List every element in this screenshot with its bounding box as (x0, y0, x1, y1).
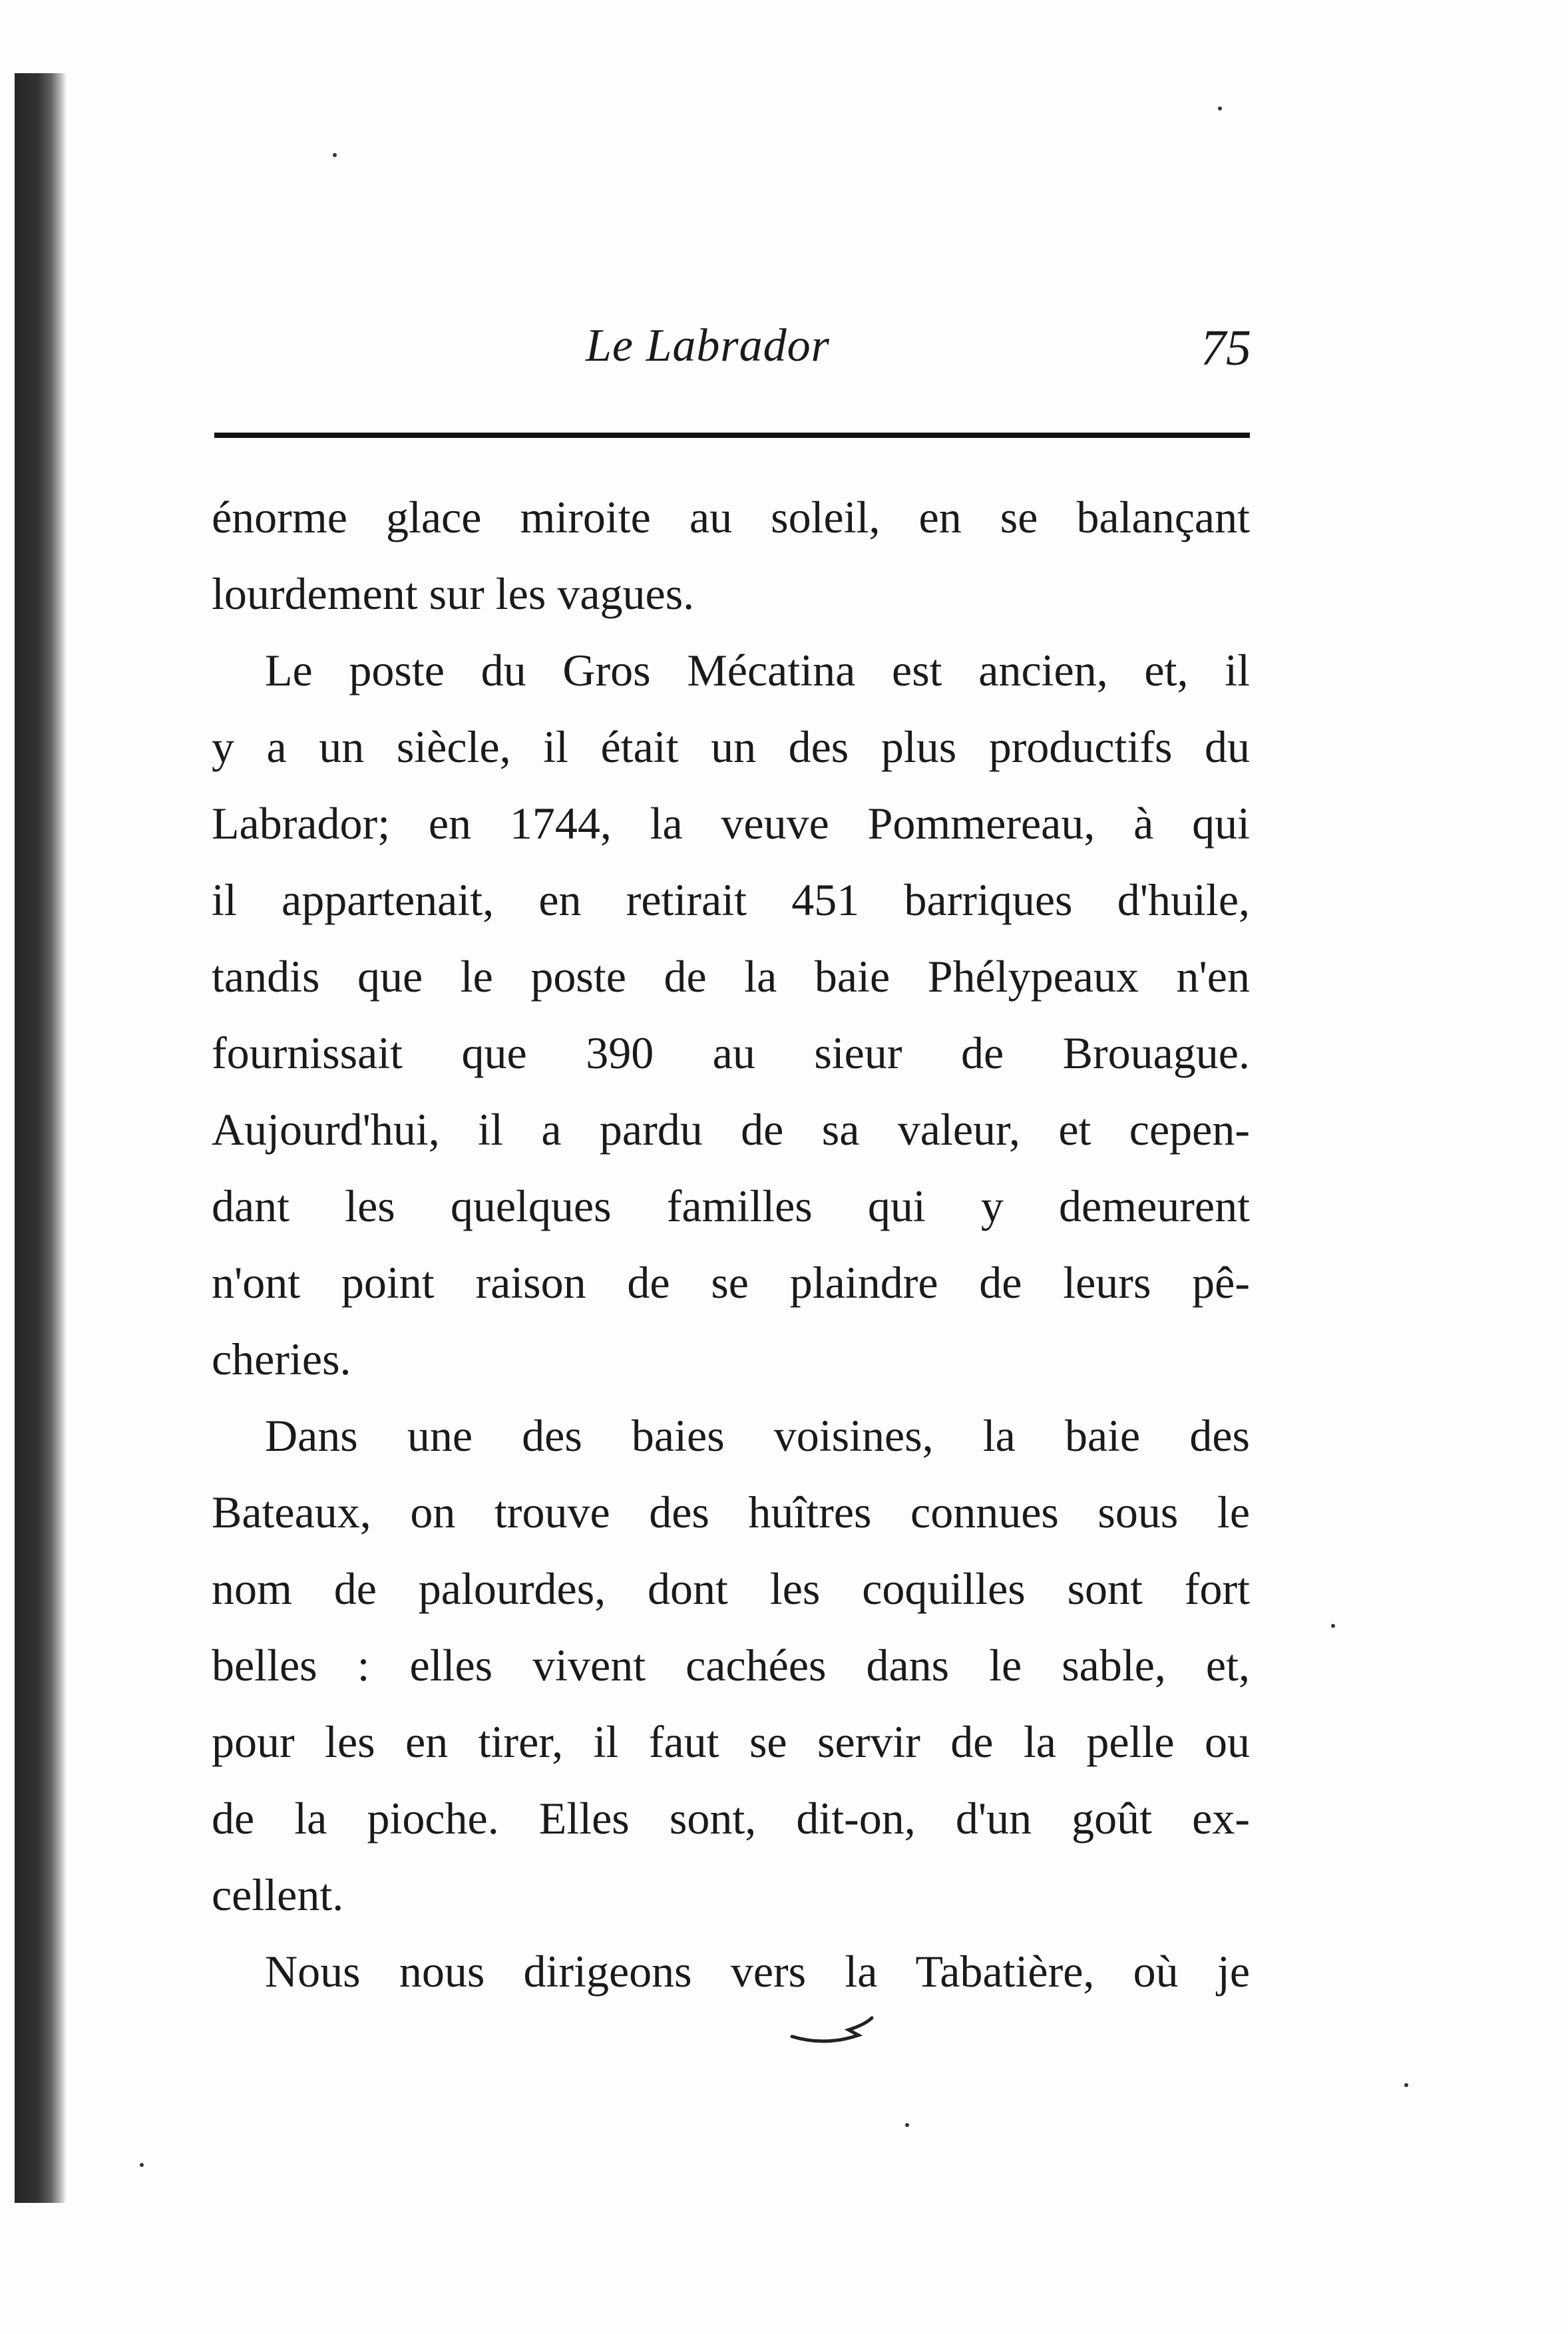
catchword-flourish-mark (785, 2010, 879, 2050)
text-line: tandis que le poste de la baie Phélypeaux n'en (212, 951, 1250, 1002)
scan-speck (905, 2123, 909, 2127)
running-head (213, 313, 1251, 386)
binding-edge-shadow (15, 73, 67, 2203)
text-line: Nous nous dirigeons vers la Tabatière, où je (265, 1946, 1250, 1997)
text-line: fournissait que 390 au sieur de Brouague. (212, 1028, 1250, 1078)
scan-speck (1404, 2083, 1408, 2087)
text-line: Le poste du Gros Mécatina est ancien, et, il (265, 645, 1250, 695)
text-line: lourdement sur les vagues. (212, 568, 695, 619)
running-title: Le Labrador (586, 320, 830, 371)
scan-speck (140, 2163, 144, 2167)
scan-speck (1218, 106, 1222, 110)
scan-speck (333, 153, 337, 157)
text-line: cheries. (212, 1334, 351, 1384)
header-rule (214, 433, 1250, 438)
text-line: il appartenait, en retirait 451 barriques d'huile, (212, 875, 1250, 925)
text-line: y a un siècle, il était un des plus productifs du (212, 721, 1250, 772)
text-line: dant les quelques familles qui y demeurent (212, 1181, 1250, 1231)
text-line: Aujourd'hui, il a pardu de sa valeur, et cepen- (212, 1104, 1250, 1155)
text-line: Dans une des baies voisines, la baie des (265, 1410, 1250, 1461)
text-line: belles : elles vivent cachées dans le sable, et, (212, 1640, 1250, 1690)
text-line: n'ont point raison de se plaindre de leurs pê- (212, 1257, 1250, 1308)
page-number: 75 (1201, 320, 1251, 376)
text-line: nom de palourdes, dont les coquilles sont fort (212, 1563, 1250, 1614)
text-line: Labrador; en 1744, la veuve Pommereau, à qui (212, 798, 1250, 849)
text-line: de la pioche. Elles sont, dit-on, d'un goût ex- (212, 1793, 1250, 1844)
text-line: énorme glace miroite au soleil, en se balançant (212, 492, 1250, 542)
scan-speck (1331, 1624, 1335, 1628)
body-text (212, 479, 1250, 2010)
text-line: cellent. (212, 1869, 344, 1920)
text-line: Bateaux, on trouve des huîtres connues sous le (212, 1487, 1250, 1537)
text-line: pour les en tirer, il faut se servir de la pelle ou (212, 1716, 1250, 1767)
